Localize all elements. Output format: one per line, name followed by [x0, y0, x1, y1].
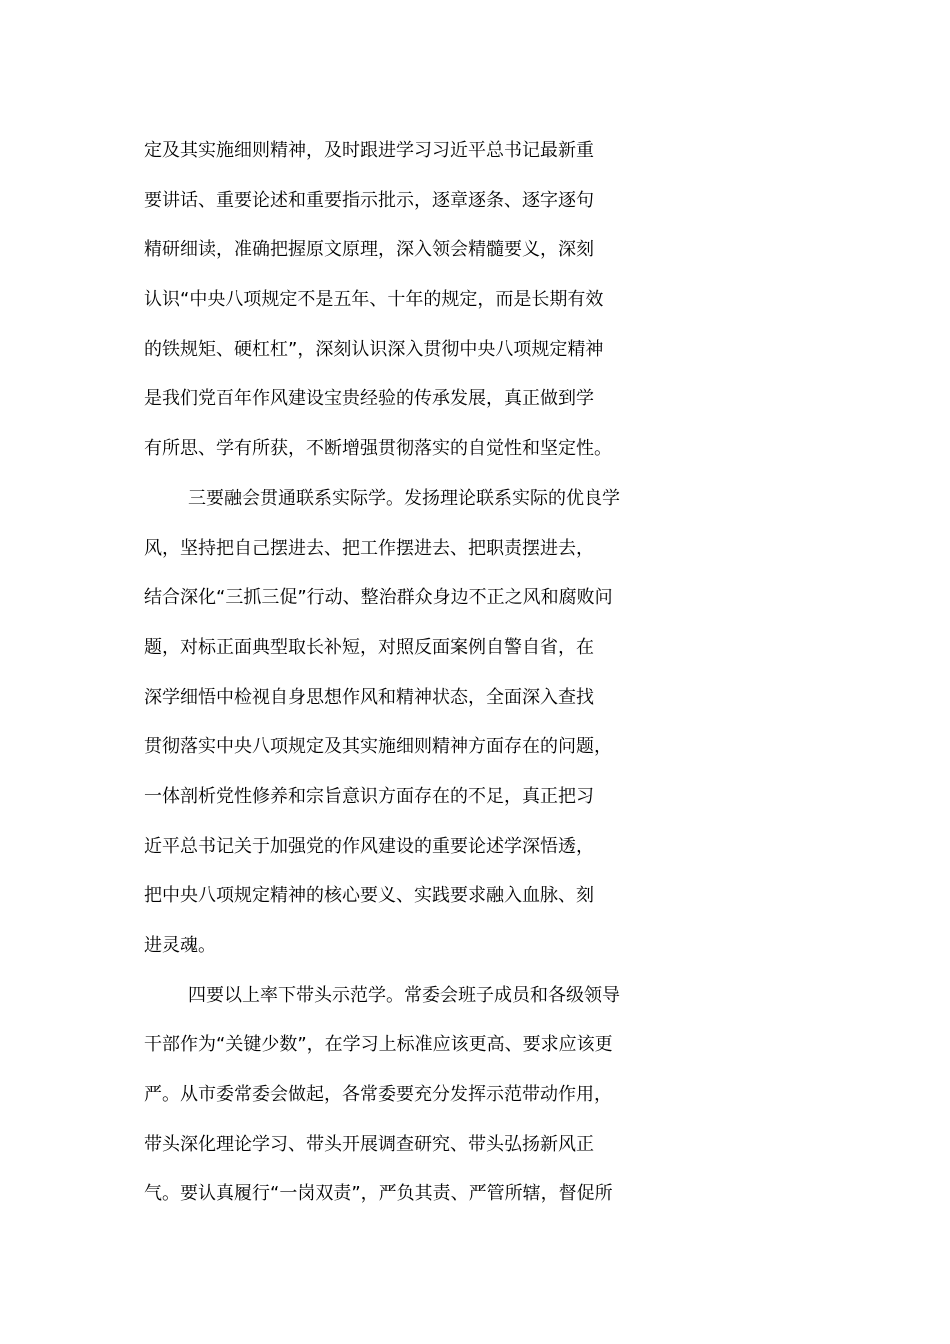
text-line: 带头深化理论学习、带头开展调查研究、带头弘扬新风正 [144, 1133, 594, 1155]
text-line: 贯彻落实中央八项规定及其实施细则精神方面存在的问题， [144, 736, 612, 758]
text-line: 题，对标正面典型取长补短，对照反面案例自警自省，在 [144, 636, 594, 658]
document-body [144, 126, 824, 1219]
text-line: 的铁规矩、硬杠杠”，深刻认识深入贯彻中央八项规定精神 [144, 338, 604, 360]
text-line: 结合深化“三抓三促”行动、整治群众身边不正之风和腐败问 [144, 587, 613, 609]
text-line: 严。从市委常委会做起，各常委要充分发挥示范带动作用， [144, 1084, 612, 1106]
text-line: 一体剖析党性修养和宗旨意识方面存在的不足，真正把习 [144, 785, 594, 807]
text-line: 是我们党百年作风建设宝贵经验的传承发展，真正做到学 [144, 388, 594, 410]
paragraph-start-line: 三要融会贯通联系实际学。发扬理论联系实际的优良学 [188, 487, 620, 509]
text-line: 气。要认真履行“一岗双责”，严负其责、严管所辖，督促所 [144, 1183, 613, 1205]
paragraph-start-line: 四要以上率下带头示范学。常委会班子成员和各级领导 [188, 984, 620, 1006]
text-line: 干部作为“关键少数”，在学习上标准应该更高、要求应该更 [144, 1034, 613, 1056]
text-line: 认识“中央八项规定不是五年、十年的规定，而是长期有效 [144, 289, 604, 311]
text-line: 把中央八项规定精神的核心要义、实践要求融入血脉、刻 [144, 885, 594, 907]
text-line: 要讲话、重要论述和重要指示批示，逐章逐条、逐字逐句 [144, 189, 594, 211]
text-line: 风，坚持把自己摆进去、把工作摆进去、把职责摆进去， [144, 537, 594, 559]
text-line: 进灵魂。 [144, 935, 216, 956]
text-line: 定及其实施细则精神，及时跟进学习习近平总书记最新重 [144, 140, 594, 161]
text-line: 精研细读，准确把握原文原理，深入领会精髓要义，深刻 [144, 239, 594, 261]
text-line: 近平总书记关于加强党的作风建设的重要论述学深悟透， [144, 835, 594, 857]
text-line: 深学细悟中检视自身思想作风和精神状态，全面深入查找 [144, 686, 594, 708]
text-line: 有所思、学有所获，不断增强贯彻落实的自觉性和坚定性。 [144, 438, 612, 460]
